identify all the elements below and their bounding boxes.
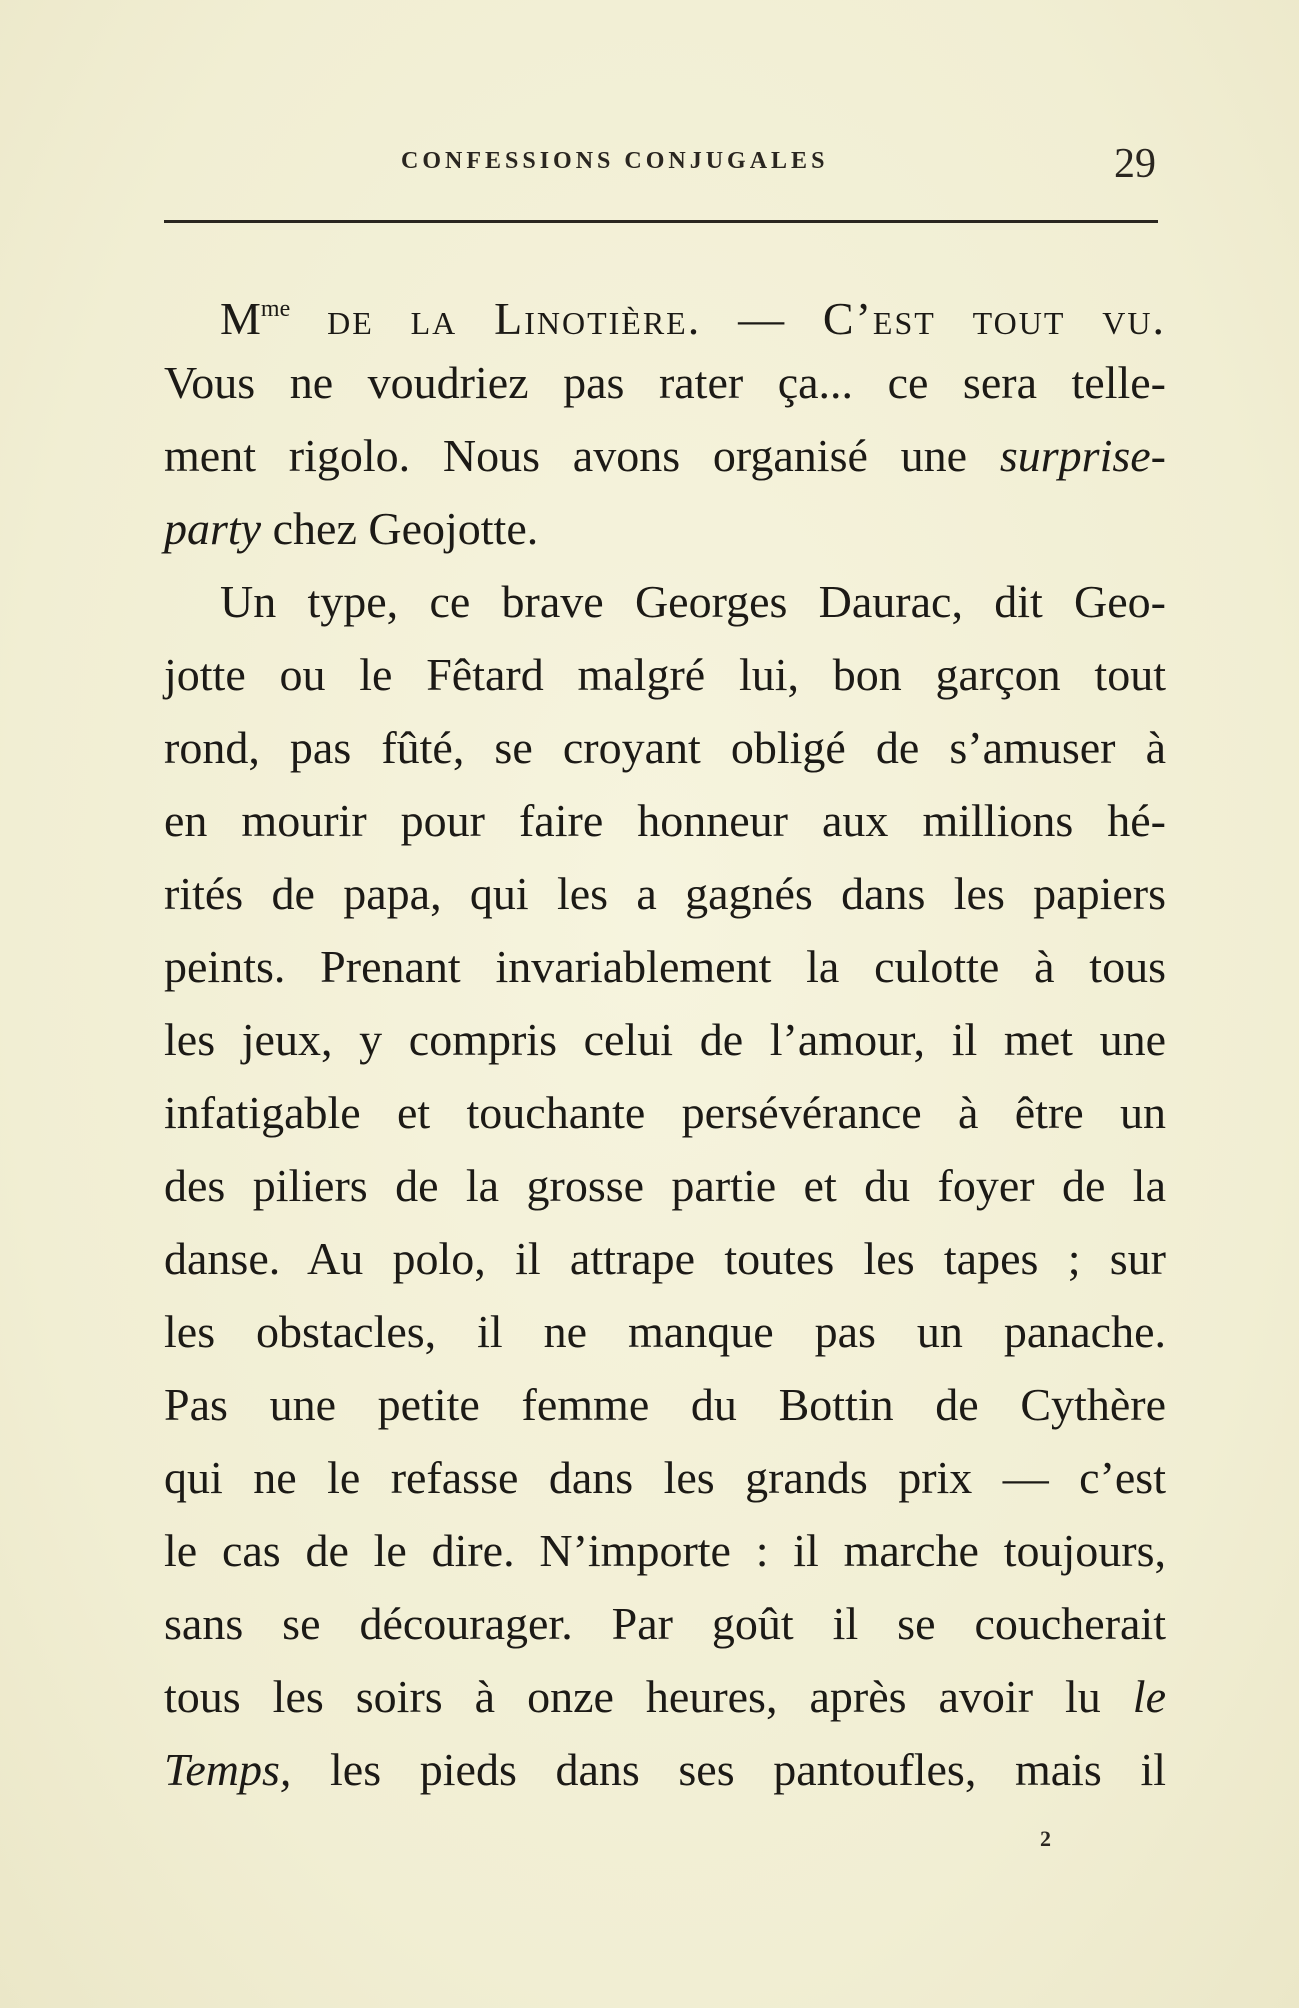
text-line [164, 1733, 1166, 1806]
body-text [164, 273, 1166, 1806]
text-line: infatigable et touchante persévérance à être un [164, 1087, 1166, 1138]
italic-party: party [164, 503, 262, 554]
text-line: des piliers de la grosse partie et du foyer de la [164, 1160, 1166, 1211]
running-head [164, 140, 1164, 200]
text-line: les jeux, y compris celui de l’amour, il met une [164, 1014, 1166, 1065]
italic-le: le [1132, 1671, 1166, 1722]
page-number: 29 [1114, 141, 1156, 187]
text-fragment: chez Geojotte. [272, 503, 539, 554]
text-line: qui ne le refasse dans les grands prix — c’est [164, 1452, 1166, 1503]
text-line: peints. Prenant invariablement la culotte à tous [164, 941, 1166, 992]
text-line: rond, pas fûté, se croyant obligé de s’amuser à [164, 722, 1166, 773]
text-line: les obstacles, il ne manque pas un panache. [164, 1306, 1166, 1357]
text-line: sans se décourager. Par goût il se coucherait [164, 1598, 1166, 1649]
text-line: jotte ou le Fêtard malgré lui, bon garçon tout [164, 649, 1166, 700]
text-line: en mourir pour faire honneur aux millions hé- [164, 795, 1166, 846]
speaker-abbrev: M [220, 293, 261, 344]
text-line [164, 1660, 1166, 1733]
text-fragment: ment rigolo. Nous avons organisé une [164, 430, 1000, 481]
text-fragment: les pieds dans ses pantoufles, mais il [330, 1744, 1167, 1795]
text-line: Pas une petite femme du Bottin de Cythère [164, 1379, 1166, 1430]
speaker-abbrev-sup: me [260, 296, 291, 322]
text-line [164, 273, 1166, 346]
text-line: rités de papa, qui les a gagnés dans les papiers [164, 868, 1166, 919]
text-fragment: tous les soirs à onze heures, après avoir lu [164, 1671, 1133, 1722]
header-rule [164, 220, 1158, 223]
speaker-name: de la Linotière. — C’est tout vu. [290, 293, 1166, 344]
text-line: le cas de le dire. N’importe : il marche toujours, [164, 1525, 1166, 1576]
running-title: CONFESSIONS CONJUGALES [401, 148, 829, 174]
text-line: danse. Au polo, il attrape toutes les tapes ; sur [164, 1233, 1166, 1284]
text-line: Un type, ce brave Georges Daurac, dit Geo- [220, 576, 1166, 627]
text-line: Vous ne voudriez pas rater ça... ce sera telle- [164, 357, 1166, 408]
signature-mark: 2 [1040, 1826, 1051, 1851]
text-line [164, 419, 1166, 492]
italic-temps: Temps, [164, 1744, 292, 1795]
text-line [164, 492, 1166, 565]
italic-surprise: surprise- [999, 430, 1166, 481]
